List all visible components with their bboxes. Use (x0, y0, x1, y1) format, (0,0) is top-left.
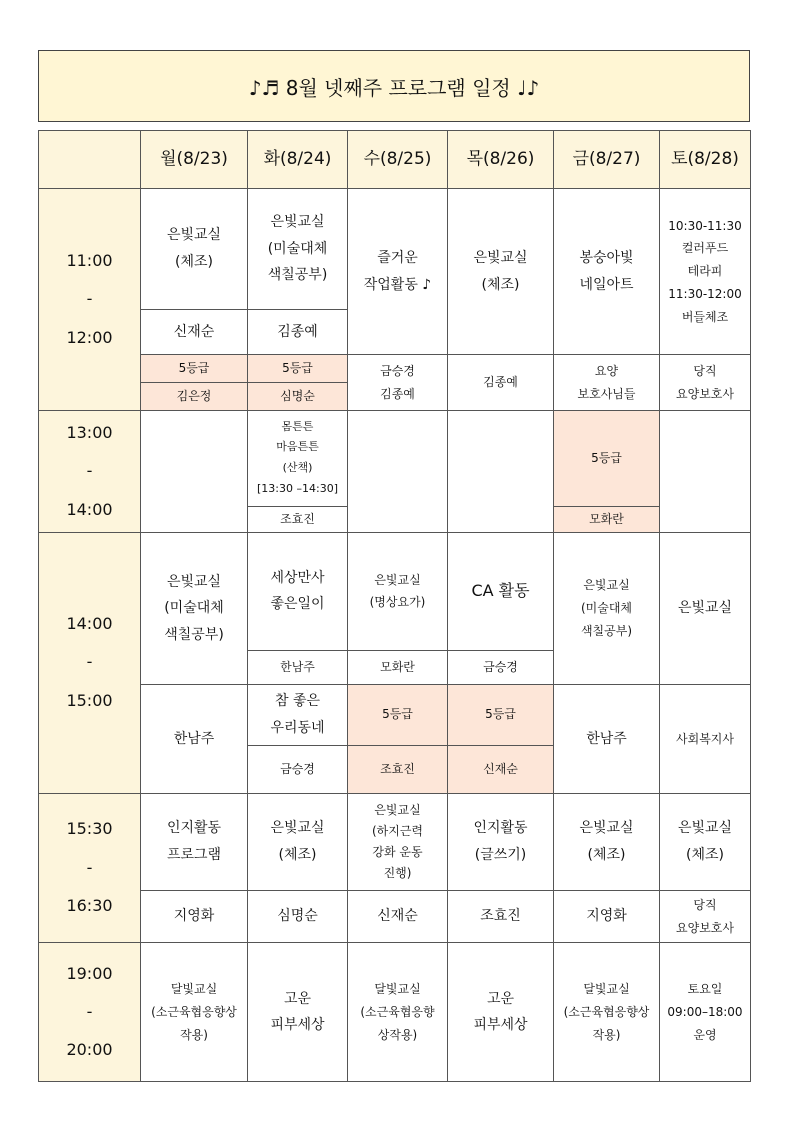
program-cell: 은빛교실 (체조) (248, 793, 348, 890)
program-cell: 토요일 09:00–18:00 운영 (660, 943, 751, 1082)
program-cell: 은빛교실 (체조) (660, 793, 751, 890)
program-cell: 봉숭아빛 네일아트 (554, 189, 660, 355)
program-cell: 은빛교실 (체조) (141, 189, 248, 310)
staff-cell: 조효진 (348, 745, 448, 793)
program-cell: 인지활동 프로그램 (141, 793, 248, 890)
program-cell: 은빛교실 (660, 532, 751, 685)
time-slot-3: 14:00 - 15:00 (39, 532, 141, 793)
day-header-sat: 토(8/28) (660, 131, 751, 189)
program-cell: CA 활동 (448, 532, 554, 650)
program-cell: 몸튼튼 마음튼튼 (산책) [13:30 –14:30] (248, 411, 348, 506)
staff-cell: 한남주 (141, 685, 248, 793)
day-header-mon: 월(8/23) (141, 131, 248, 189)
grade-cell: 5등급 (348, 685, 448, 745)
program-cell: 고운 피부세상 (248, 943, 348, 1082)
program-cell: 달빛교실 (소근육협응향 상작용) (348, 943, 448, 1082)
staff-cell: 한남주 (554, 685, 660, 793)
time-slot-2: 13:00 - 14:00 (39, 411, 141, 533)
program-cell: 10:30-11:30 컬러푸드 테라피 11:30-12:00 버들체조 (660, 189, 751, 355)
staff-cell: 지영화 (554, 891, 660, 943)
staff-cell: 당직 요양보호사 (660, 354, 751, 410)
staff-cell: 모화란 (348, 651, 448, 685)
staff-cell: 신재순 (141, 309, 248, 354)
program-cell: 은빛교실 (명상요가) (348, 532, 448, 650)
staff-cell: 김은정 (141, 383, 248, 411)
page-title: ♪♬ 8월 넷째주 프로그램 일정 ♩♪ (248, 75, 540, 100)
staff-cell: 금승경 김종예 (348, 354, 448, 410)
program-cell: 은빛교실 (하지근력 강화 운동 진행) (348, 793, 448, 890)
program-cell: 달빛교실 (소근육협응향상 작용) (141, 943, 248, 1082)
day-header-thu: 목(8/26) (448, 131, 554, 189)
staff-cell: 지영화 (141, 891, 248, 943)
staff-cell: 신재순 (348, 891, 448, 943)
staff-cell: 한남주 (248, 651, 348, 685)
empty-cell (660, 411, 751, 533)
empty-cell (141, 411, 248, 533)
day-header-fri: 금(8/27) (554, 131, 660, 189)
grade-cell: 5등급 (554, 411, 660, 506)
empty-cell (448, 411, 554, 533)
time-slot-1: 11:00 - 12:00 (39, 189, 141, 411)
corner-cell (39, 131, 141, 189)
program-cell: 은빛교실 (미술대체 색칠공부) (248, 189, 348, 310)
staff-cell: 모화란 (554, 506, 660, 532)
staff-cell: 조효진 (248, 506, 348, 532)
program-cell: 세상만사 좋은일이 (248, 532, 348, 650)
staff-cell: 김종예 (448, 354, 554, 410)
staff-cell: 금승경 (448, 651, 554, 685)
schedule-table (38, 130, 751, 1082)
time-slot-4: 15:30 - 16:30 (39, 793, 141, 943)
day-header-tue: 화(8/24) (248, 131, 348, 189)
staff-cell: 심명순 (248, 891, 348, 943)
program-cell: 고운 피부세상 (448, 943, 554, 1082)
staff-cell: 신재순 (448, 745, 554, 793)
program-cell: 은빛교실 (체조) (554, 793, 660, 890)
time-slot-5: 19:00 - 20:00 (39, 943, 141, 1082)
title-banner (38, 50, 750, 122)
program-cell: 달빛교실 (소근육협응향상 작용) (554, 943, 660, 1082)
grade-cell: 5등급 (448, 685, 554, 745)
staff-cell: 조효진 (448, 891, 554, 943)
staff-cell: 요양 보호사님들 (554, 354, 660, 410)
staff-cell: 사회복지사 (660, 685, 751, 793)
program-cell: 은빛교실 (미술대체 색칠공부) (554, 532, 660, 685)
program-cell: 참 좋은 우리동네 (248, 685, 348, 745)
empty-cell (348, 411, 448, 533)
program-cell: 은빛교실 (체조) (448, 189, 554, 355)
header-row (39, 131, 751, 189)
grade-cell: 5등급 (248, 354, 348, 382)
program-cell: 즐거운 작업활동 ♪ (348, 189, 448, 355)
grade-cell: 5등급 (141, 354, 248, 382)
staff-cell: 당직 요양보호사 (660, 891, 751, 943)
program-cell: 은빛교실 (미술대체 색칠공부) (141, 532, 248, 685)
day-header-wed: 수(8/25) (348, 131, 448, 189)
staff-cell: 심명순 (248, 383, 348, 411)
staff-cell: 금승경 (248, 745, 348, 793)
program-cell: 인지활동 (글쓰기) (448, 793, 554, 890)
staff-cell: 김종예 (248, 309, 348, 354)
